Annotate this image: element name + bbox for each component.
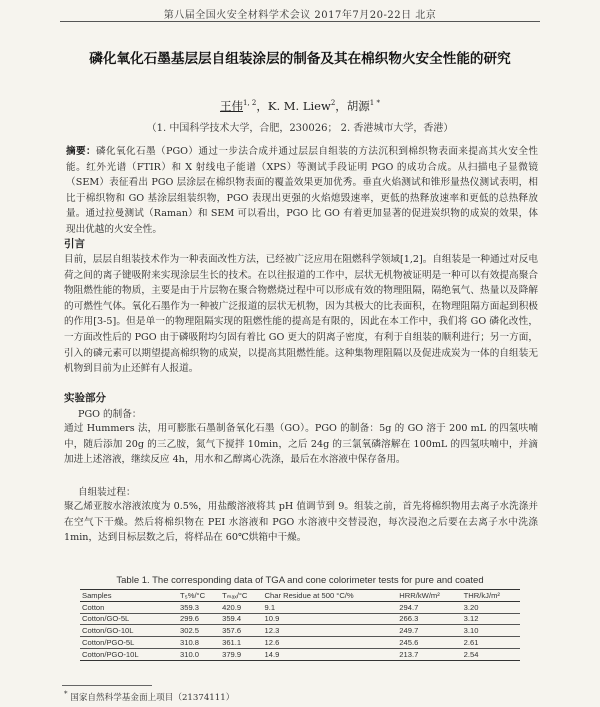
table-cell: 3.20	[463, 602, 479, 612]
experimental-heading: 实验部分	[64, 392, 106, 404]
intro-heading: 引言	[64, 238, 85, 250]
footnote-marker: *	[64, 690, 68, 698]
header-rule	[60, 21, 540, 22]
table-cell: 3.12	[463, 614, 479, 624]
col-header: HRR/kW/m²	[399, 590, 440, 600]
table-row	[80, 637, 520, 649]
col-header: Samples	[82, 590, 112, 600]
pgo-prep-label: PGO 的制备：	[78, 409, 142, 420]
footnote-text: 国家自然科学基金面上项目（21374111）	[70, 692, 235, 703]
author-1: 王伟	[220, 99, 244, 113]
footnote	[64, 690, 234, 703]
col-header: T₅%/°C	[180, 590, 206, 600]
table-row	[80, 601, 520, 613]
table-cell: 299.6	[180, 614, 200, 624]
table-row	[80, 613, 520, 625]
table-cell: 310.8	[180, 638, 200, 648]
author-2: K. M. Liew	[267, 99, 331, 113]
table-cell: 361.1	[222, 638, 242, 648]
author-line: 王伟$^{1, 2}$，K. M. Liew$^2$，胡源$^{1 *}$	[220, 99, 380, 113]
table-cell: 294.7	[399, 602, 419, 612]
table-cell: 359.3	[180, 602, 200, 612]
paper-title: 磷化氧化石墨基层层自组装涂层的制备及其在棉织物火安全性能的研究	[89, 51, 511, 67]
table-cell: 14.9	[264, 649, 280, 659]
table-cell: 359.4	[222, 614, 242, 624]
table-cell: Cotton/GO-10L	[82, 626, 134, 636]
table-cell: 213.7	[399, 649, 419, 659]
table-cell: 357.6	[222, 626, 242, 636]
table-cell: 420.9	[222, 602, 242, 612]
table-row	[80, 625, 520, 637]
table-row	[80, 648, 520, 660]
col-header: THR/kJ/m²	[463, 590, 500, 600]
table-cell: 379.9	[222, 649, 242, 659]
table-cell: Cotton	[82, 602, 105, 612]
table-cell: 2.61	[463, 638, 479, 648]
author-2-affil: 2	[330, 99, 336, 108]
table-cell: 10.9	[264, 614, 280, 624]
table-cell: 9.1	[264, 602, 276, 612]
table-caption: Table 1. The corresponding data of TGA and cone colorimeter tests for pure and coated	[116, 575, 484, 586]
table-cell: 12.6	[264, 638, 280, 648]
table-cell: 245.6	[399, 638, 419, 648]
pgo-prep-text: 通过 Hummers 法，用可膨胀石墨制备氧化石墨（GO）。PGO 的制备：5g 的 GO 溶于 200 mL 的四氢呋喃中，随后添加 20g 的三乙胺，氮气下搅拌 10min，之后 24g 的三氯氧磷溶解在 100mL 的四氢呋喃中，并滴加进上述溶液，继续反应 4h，用水和乙醇离心洗涤，最后在水溶液中保存备用。	[64, 423, 538, 466]
table-cell: 12.3	[264, 626, 280, 636]
author-3: 胡源	[346, 99, 370, 113]
table-cell: 310.0	[180, 649, 200, 659]
table-cell: 2.54	[463, 649, 479, 659]
lbl-process-label: 自组装过程：	[78, 487, 136, 498]
col-header: Tₘₐₓ/°C	[222, 590, 248, 600]
abstract-text: 磷化氧化石墨（PGO）通过一步法合成并通过层层自组装的方法沉积到棉织物表面来提高其火安全性能。红外光谱（FTIR）和 X 射线电子能谱（XPS）等测试手段证明 PGO 的成功合成。从扫描电子显微镜（SEM）表征看出 PGO 层涂层在棉织物表面的覆盖效果更加优秀。垂直火焰测试和锥形量热仪测试表明，相比于棉织物和 GO 基涂层组装织物，PGO 表现出更强的火焰熄毁速率，更低的热释放速率和更低的总热释放量。通过拉曼测试（Raman）和 SEM 可以看出，PGO 比 GO 有着更加显著的促进炭织物的成炭的效果，体现出优越的火安全性。	[66, 146, 539, 235]
table-header-row	[80, 590, 520, 602]
table-cell: 302.5	[180, 626, 200, 636]
lbl-process-text: 聚乙烯亚胺水溶液浓度为 0.5%，用盐酸溶液将其 pH 值调节到 9。组装之前，首先将棉织物用去离子水洗涤并在空气下干燥。然后将棉织物在 PEI 水溶液和 PGO 水溶液中交替浸泡，每次浸泡之后要在去离子水中洗涤 1min，达到目标层数之后，将样品在 60℃烘箱中干燥。	[64, 501, 538, 544]
author-1-affil: 1, 2	[243, 99, 257, 108]
table-cell: 249.7	[399, 626, 419, 636]
table-cell: Cotton/PGO-10L	[82, 649, 139, 659]
table-cell: 3.10	[463, 626, 479, 636]
affiliations: （1. 中国科学技术大学，合肥，230026； 2. 香港城市大学，香港）	[146, 123, 454, 134]
author-3-affil: 1 *	[369, 99, 380, 108]
table-cell: 266.3	[399, 614, 419, 624]
table-cell: Cotton/PGO-5L	[82, 638, 135, 648]
results-table	[80, 589, 520, 661]
footnote-rule	[62, 685, 152, 686]
abstract	[66, 144, 538, 238]
running-head: 第八届全国火安全材料学术会议 2017年7月20-22日 北京	[163, 10, 437, 21]
intro-text: 目前，层层自组装技术作为一种表面改性方法，已经被广泛应用在阻燃科学领域[1,2]。自组装是一种通过对反电荷之间的离子键吸附来实现涂层生长的技术。在以往报道的工作中，层状无机物被证明是一种可以有效提高聚合物阻燃性能的物质，主要是由于片层物在聚合物燃烧过程中可以形成有效的物理阻隔，隔绝氧气、热量以及降解的可燃性气体。氧化石墨作为一种被广泛报道的层状无机物，因为其极大的比表面积，在物理阻隔方面起到积极的作用[3-5]。但是单一的物理阻隔实现的阻燃性能的提高是有限的，因此在本工作中，我们将 GO 磷化改性，一方面改性后的 PGO 由于磷吸附均匀固有着比 GO 更大的阴离子密度，有利于自组装的顺利进行；另一方面，引入的磷元素可以期望提高棉织物的成炭，以提高其阻燃性能。这种集物理阻隔以及促进成炭为一体的自组装无机物到目前为止还鲜有人报道。	[64, 254, 538, 375]
col-header: Char Residue at 500 °C/%	[264, 590, 354, 600]
abstract-label: 摘要：	[66, 146, 97, 157]
table-cell: Cotton/GO-5L	[82, 614, 130, 624]
